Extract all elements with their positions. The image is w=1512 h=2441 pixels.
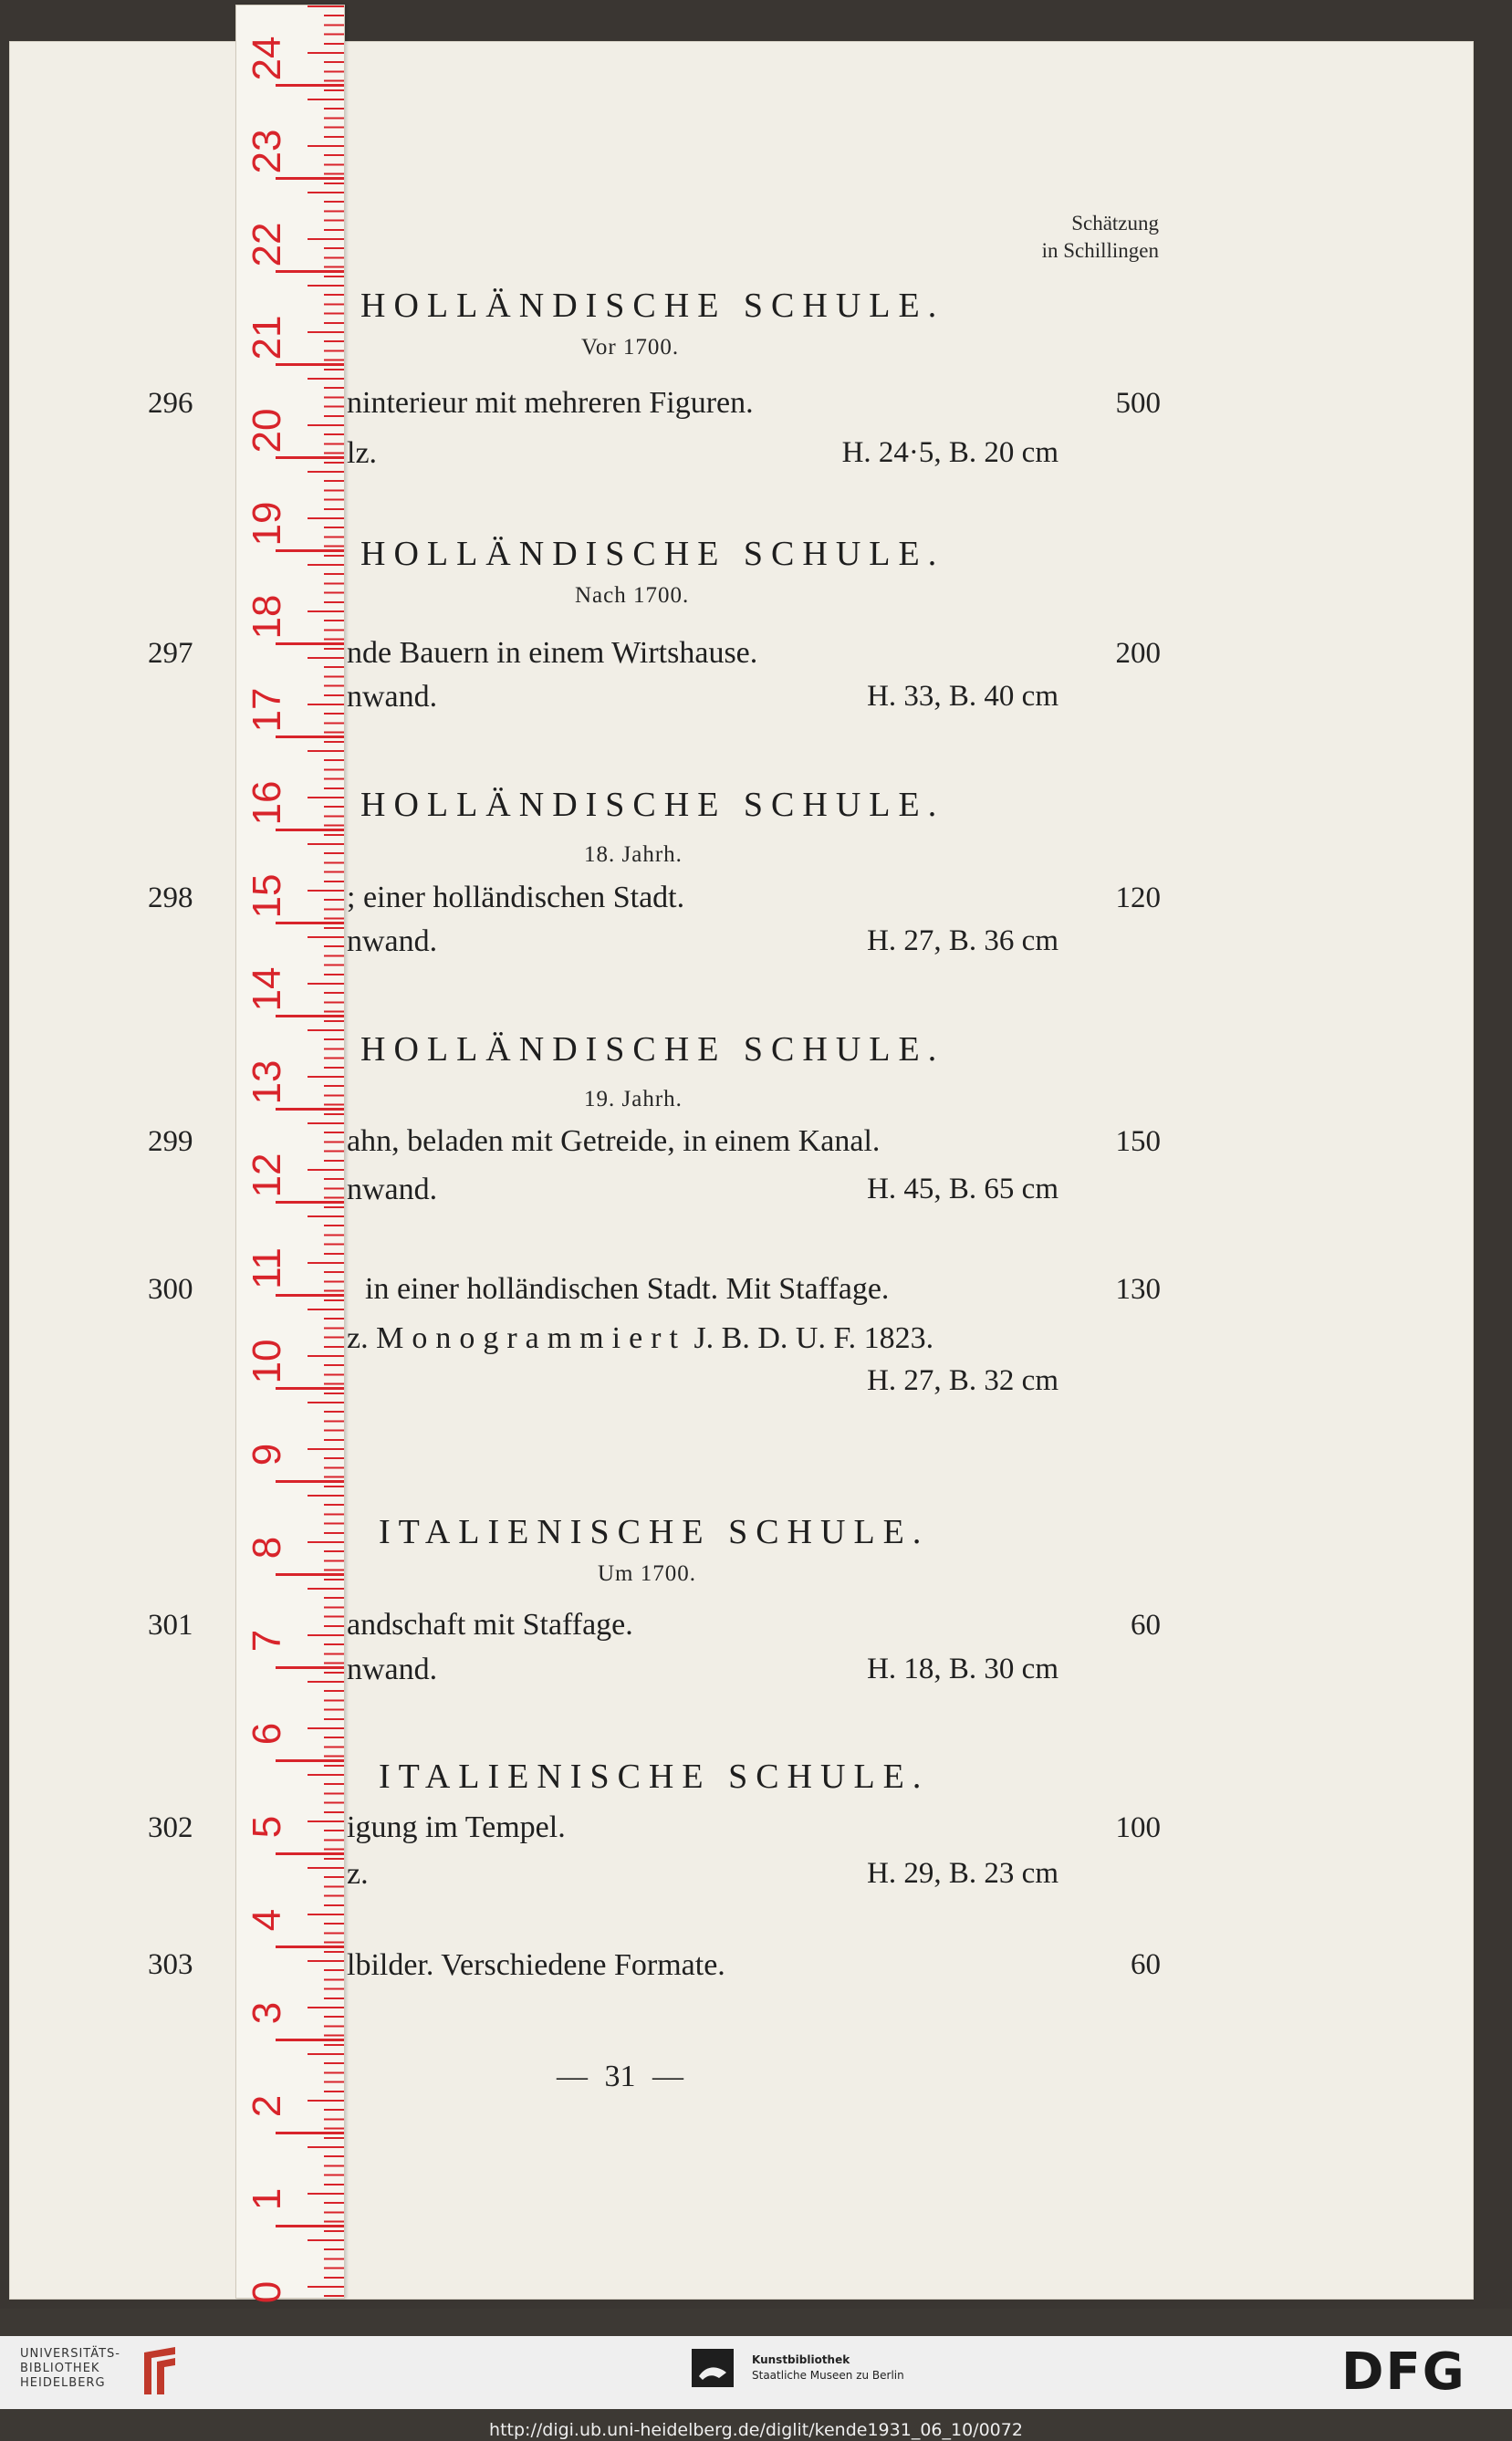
lot-title: igung im Tempel. [347,1810,566,1844]
source-url[interactable]: http://digi.ub.uni-heidelberg.de/diglit/kende1931_06_10/0072 [489,2420,1023,2440]
kunstbibliothek-subtitle: Staatliche Museen zu Berlin [752,2369,904,2382]
ruler-label: 24 [245,36,289,81]
lot-medium: nwand. [347,1173,438,1206]
lot-dimensions: H. 27, B. 32 cm [867,1364,1058,1397]
university-library-label [20,2347,120,2391]
lot-signature: Monogrammiert [376,1321,686,1355]
section-heading: HOLLÄNDISCHE SCHULE. [360,1030,945,1069]
lot-number: 299 [148,1125,193,1158]
ruler-label: 7 [245,1629,289,1653]
ruler-label: 1 [245,2187,289,2211]
footer-bar [0,2309,1512,2441]
ruler-label: 13 [245,1059,289,1105]
ruler-label: 6 [245,1722,289,1746]
ruler-label: 23 [245,129,289,174]
lot-dimensions: H. 33, B. 40 cm [867,680,1058,713]
lot-title: ahn, beladen mit Getreide, in einem Kanal. [347,1124,881,1158]
ruler-major-tick [276,1852,344,1855]
section-period: Um 1700. [598,1561,696,1586]
ruler-label: 8 [245,1536,289,1560]
ruler-label: 14 [245,966,289,1012]
ruler-label: 9 [245,1443,289,1466]
lot-title: ninterieur mit mehreren Figuren. [347,386,754,420]
dfg-logo: DFG [1341,2342,1466,2402]
lot-signature-detail: J. B. D. U. F. 1823. [693,1321,934,1355]
ruler-major-tick [276,1015,344,1017]
lot-number: 296 [148,387,193,420]
ruler-major-tick [276,735,344,738]
ruler-label: 3 [245,2001,289,2025]
ruler-major-tick [276,1666,344,1669]
ruler-label: 10 [245,1339,289,1384]
page-number: — 31 — [557,2060,683,2093]
ruler-label: 12 [245,1153,289,1198]
ruler-label: 18 [245,594,289,640]
ruler-major-tick [276,1573,344,1576]
lot-price: 120 [1115,881,1161,914]
lot-medium-signature [347,1321,933,1356]
ruler-major-tick [276,642,344,645]
ruler-major-tick [276,549,344,552]
lot-medium: z. [347,1857,369,1891]
lot-price: 200 [1115,637,1161,670]
section-period: 19. Jahrh. [584,1087,683,1111]
lot-dimensions: H. 24·5, B. 20 cm [841,436,1058,469]
ruler-major-tick [276,456,344,459]
kunstbibliothek-logo-icon [692,2349,734,2387]
ruler-major-tick [276,177,344,180]
lot-number: 301 [148,1609,193,1642]
ruler-major-tick [276,1759,344,1762]
ruler-label: 15 [245,873,289,919]
section-heading: HOLLÄNDISCHE SCHULE. [360,287,945,325]
section-heading: HOLLÄNDISCHE SCHULE. [360,786,945,824]
ruler-label: 20 [245,408,289,454]
estimate-header [967,210,1159,265]
ruler-label: 16 [245,780,289,826]
lot-title: nde Bauern in einem Wirtshause. [347,636,758,670]
kunstbibliothek-title: Kunstbibliothek [752,2353,850,2366]
lot-title: andschaft mit Staffage. [347,1608,633,1642]
estimate-header-line1: Schätzung [1071,212,1159,235]
lot-price: 130 [1115,1273,1161,1306]
lot-medium: nwand. [347,924,438,958]
lot-title: ; einer holländischen Stadt. [347,881,685,914]
section-period: Vor 1700. [581,335,680,360]
ruler-label: 4 [245,1908,289,1932]
ruler-label: 2 [245,2094,289,2118]
lot-number: 302 [148,1811,193,1844]
measuring-ruler [235,5,345,2304]
lot-dimensions: H. 45, B. 65 cm [867,1173,1058,1205]
section-heading: ITALIENISCHE SCHULE. [379,1513,930,1551]
ruler-major-tick [276,1480,344,1483]
ruler-major-tick [276,922,344,924]
university-line2: BIBLIOTHEK [20,2362,100,2375]
section-heading: HOLLÄNDISCHE SCHULE. [360,535,945,573]
ruler-major-tick [276,1108,344,1111]
university-line3: HEIDELBERG [20,2376,106,2390]
lot-price: 60 [1131,1948,1161,1981]
ruler-major-tick [276,84,344,87]
ruler-label: 17 [245,687,289,733]
lot-medium: nwand. [347,680,438,714]
ruler-label: 21 [245,315,289,360]
ruler-major-tick [276,2132,344,2134]
lot-price: 60 [1131,1609,1161,1642]
lot-price: 150 [1115,1125,1161,1158]
estimate-header-line2: in Schillingen [1041,239,1159,262]
kunstbibliothek-label [752,2352,904,2384]
ruler-major-tick [276,829,344,831]
university-line1: UNIVERSITÄTS- [20,2347,120,2361]
lot-number: 298 [148,881,193,914]
ruler-label: 5 [245,1815,289,1839]
university-logo-icon [139,2345,181,2396]
section-heading: ITALIENISCHE SCHULE. [379,1758,930,1796]
lot-number: 300 [148,1273,193,1306]
catalog-page [9,41,1474,2300]
ruler-major-tick [276,270,344,273]
lot-number: 303 [148,1948,193,1981]
lot-price: 500 [1115,387,1161,420]
lot-dimensions: H. 18, B. 30 cm [867,1653,1058,1685]
section-period: 18. Jahrh. [584,842,683,867]
ruler-label: 22 [245,222,289,267]
lot-medium: lz. [347,436,378,470]
section-period: Nach 1700. [575,583,690,608]
ruler-major-tick [276,363,344,366]
ruler-major-tick [276,2039,344,2041]
lot-medium: z. [347,1321,369,1355]
lot-medium: nwand. [347,1653,438,1686]
ruler-major-tick [276,1294,344,1297]
ruler-major-tick [276,1387,344,1390]
ruler-mid-ticks [308,5,344,2298]
lot-title: lbilder. Verschiedene Formate. [347,1948,725,1982]
ruler-major-tick [276,1201,344,1204]
lot-price: 100 [1115,1811,1161,1844]
lot-title: in einer holländischen Stadt. Mit Staffage. [365,1272,890,1306]
ruler-major-tick [276,1945,344,1948]
ruler-major-tick [276,2225,344,2227]
ruler-label: 19 [245,501,289,547]
lot-number: 297 [148,637,193,670]
lot-dimensions: H. 27, B. 36 cm [867,924,1058,957]
ruler-label: 11 [245,1247,289,1289]
lot-dimensions: H. 29, B. 23 cm [867,1857,1058,1890]
footer-strip [0,2336,1512,2409]
ruler-label: 0 [245,2280,289,2304]
